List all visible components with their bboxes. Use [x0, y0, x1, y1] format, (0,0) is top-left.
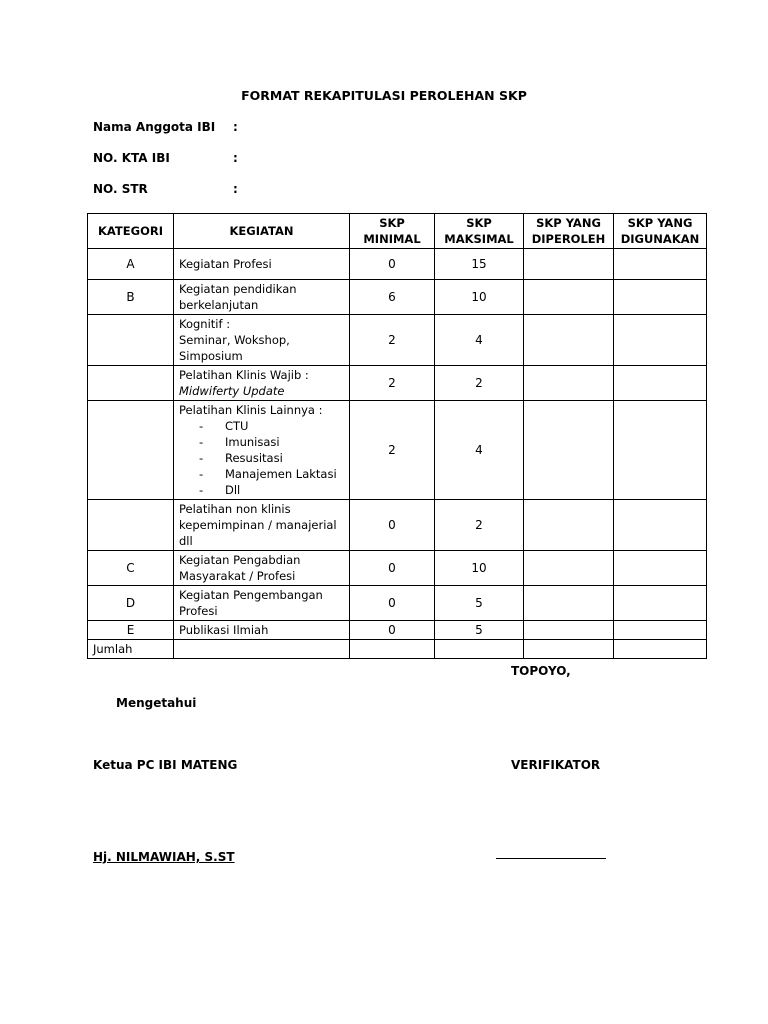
table-row	[88, 621, 707, 640]
signature-place: TOPOYO,	[511, 664, 571, 678]
cell-digunakan[interactable]	[614, 621, 707, 640]
table-total-row	[88, 640, 707, 659]
cell-max: 4	[435, 401, 524, 500]
cell-max: 2	[435, 500, 524, 551]
cell-max: 10	[435, 551, 524, 586]
kegiatan-sublist	[179, 418, 344, 498]
cell-kategori	[88, 366, 174, 401]
cell-min: 2	[350, 401, 435, 500]
cell-kegiatan	[174, 315, 350, 366]
cell-diperoleh[interactable]	[524, 621, 614, 640]
left-role: Ketua PC IBI MATENG	[93, 758, 238, 772]
acknowledged-label: Mengetahui	[116, 696, 197, 710]
cell-kegiatan	[174, 401, 350, 500]
kegiatan-title: Pelatihan Klinis Wajib :	[179, 368, 309, 382]
header-skp-diperoleh: SKP YANG DIPEROLEH	[524, 214, 614, 249]
cell-diperoleh[interactable]	[524, 551, 614, 586]
cell-min: 0	[350, 500, 435, 551]
header-skp-digunakan: SKP YANG DIGUNAKAN	[614, 214, 707, 249]
cell-max: 15	[435, 249, 524, 280]
table-row	[88, 586, 707, 621]
field-label: Nama Anggota IBI	[93, 120, 216, 134]
table-row	[88, 315, 707, 366]
total-digunakan[interactable]	[614, 640, 707, 659]
kegiatan-line: Simposium	[179, 349, 243, 363]
table-row	[88, 500, 707, 551]
field-colon: :	[233, 182, 238, 196]
header-kategori: KATEGORI	[88, 214, 174, 249]
cell-kategori: D	[88, 586, 174, 621]
cell-diperoleh[interactable]	[524, 315, 614, 366]
kegiatan-title: Kognitif :	[179, 317, 231, 331]
list-item: - Manajemen Laktasi	[199, 466, 344, 482]
kegiatan-title: Pelatihan Klinis Lainnya :	[179, 403, 323, 417]
cell-diperoleh[interactable]	[524, 366, 614, 401]
cell-kegiatan	[174, 366, 350, 401]
cell-max: 5	[435, 586, 524, 621]
kegiatan-line: Seminar, Wokshop,	[179, 333, 290, 347]
field-nama-anggota	[93, 120, 238, 134]
cell-kategori: A	[88, 249, 174, 280]
cell-digunakan[interactable]	[614, 249, 707, 280]
cell-kategori	[88, 401, 174, 500]
list-item: - Resusitasi	[199, 450, 344, 466]
cell-kegiatan: Kegiatan Pengabdian Masyarakat / Profesi	[174, 551, 350, 586]
cell-digunakan[interactable]	[614, 280, 707, 315]
cell-diperoleh[interactable]	[524, 586, 614, 621]
cell-digunakan[interactable]	[614, 500, 707, 551]
cell-max: 10	[435, 280, 524, 315]
table-row	[88, 551, 707, 586]
table-header-row	[88, 214, 707, 249]
cell-diperoleh[interactable]	[524, 401, 614, 500]
total-max[interactable]	[435, 640, 524, 659]
cell-kategori	[88, 500, 174, 551]
cell-diperoleh[interactable]	[524, 249, 614, 280]
cell-kegiatan: Publikasi Ilmiah	[174, 621, 350, 640]
right-role: VERIFIKATOR	[511, 758, 601, 772]
cell-kegiatan: Kegiatan Profesi	[174, 249, 350, 280]
field-colon: :	[233, 151, 238, 165]
cell-kegiatan: Kegiatan Pengembangan Profesi	[174, 586, 350, 621]
list-item: - Dll	[199, 482, 344, 498]
cell-min: 6	[350, 280, 435, 315]
cell-kategori: E	[88, 621, 174, 640]
left-signatory-name: Hj. NILMAWIAH, S.ST	[93, 850, 235, 864]
cell-diperoleh[interactable]	[524, 280, 614, 315]
kegiatan-italic-line: Midwiferty Update	[179, 384, 285, 398]
cell-min: 0	[350, 249, 435, 280]
header-skp-maksimal: SKP MAKSIMAL	[435, 214, 524, 249]
cell-kategori: B	[88, 280, 174, 315]
cell-digunakan[interactable]	[614, 551, 707, 586]
list-item: - CTU	[199, 418, 344, 434]
cell-digunakan[interactable]	[614, 586, 707, 621]
field-no-kta	[93, 151, 238, 165]
cell-min: 0	[350, 551, 435, 586]
cell-kategori	[88, 315, 174, 366]
list-item: - Imunisasi	[199, 434, 344, 450]
table-row	[88, 401, 707, 500]
cell-digunakan[interactable]	[614, 315, 707, 366]
cell-max: 4	[435, 315, 524, 366]
cell-max: 2	[435, 366, 524, 401]
cell-kategori: C	[88, 551, 174, 586]
field-label: NO. KTA IBI	[93, 151, 170, 165]
field-no-str	[93, 182, 238, 196]
form-title: FORMAT REKAPITULASI PEROLEHAN SKP	[241, 88, 527, 103]
cell-digunakan[interactable]	[614, 366, 707, 401]
total-diperoleh[interactable]	[524, 640, 614, 659]
cell-min: 0	[350, 621, 435, 640]
table-row	[88, 280, 707, 315]
table-row	[88, 366, 707, 401]
cell-kegiatan: Kegiatan pendidikan berkelanjutan	[174, 280, 350, 315]
total-label: Jumlah	[88, 640, 174, 659]
cell-min: 2	[350, 315, 435, 366]
cell-digunakan[interactable]	[614, 401, 707, 500]
cell-min: 2	[350, 366, 435, 401]
table-row	[88, 249, 707, 280]
total-min[interactable]	[350, 640, 435, 659]
total-cell	[174, 640, 350, 659]
header-kegiatan: KEGIATAN	[174, 214, 350, 249]
skp-table	[87, 213, 707, 659]
cell-max: 5	[435, 621, 524, 640]
header-skp-minimal: SKP MINIMAL	[350, 214, 435, 249]
cell-min: 0	[350, 586, 435, 621]
field-colon: :	[233, 120, 238, 134]
field-label: NO. STR	[93, 182, 148, 196]
cell-kegiatan: Pelatihan non klinis kepemimpinan / manajerial dll	[174, 500, 350, 551]
verifikator-signature-line[interactable]	[496, 858, 606, 859]
cell-diperoleh[interactable]	[524, 500, 614, 551]
